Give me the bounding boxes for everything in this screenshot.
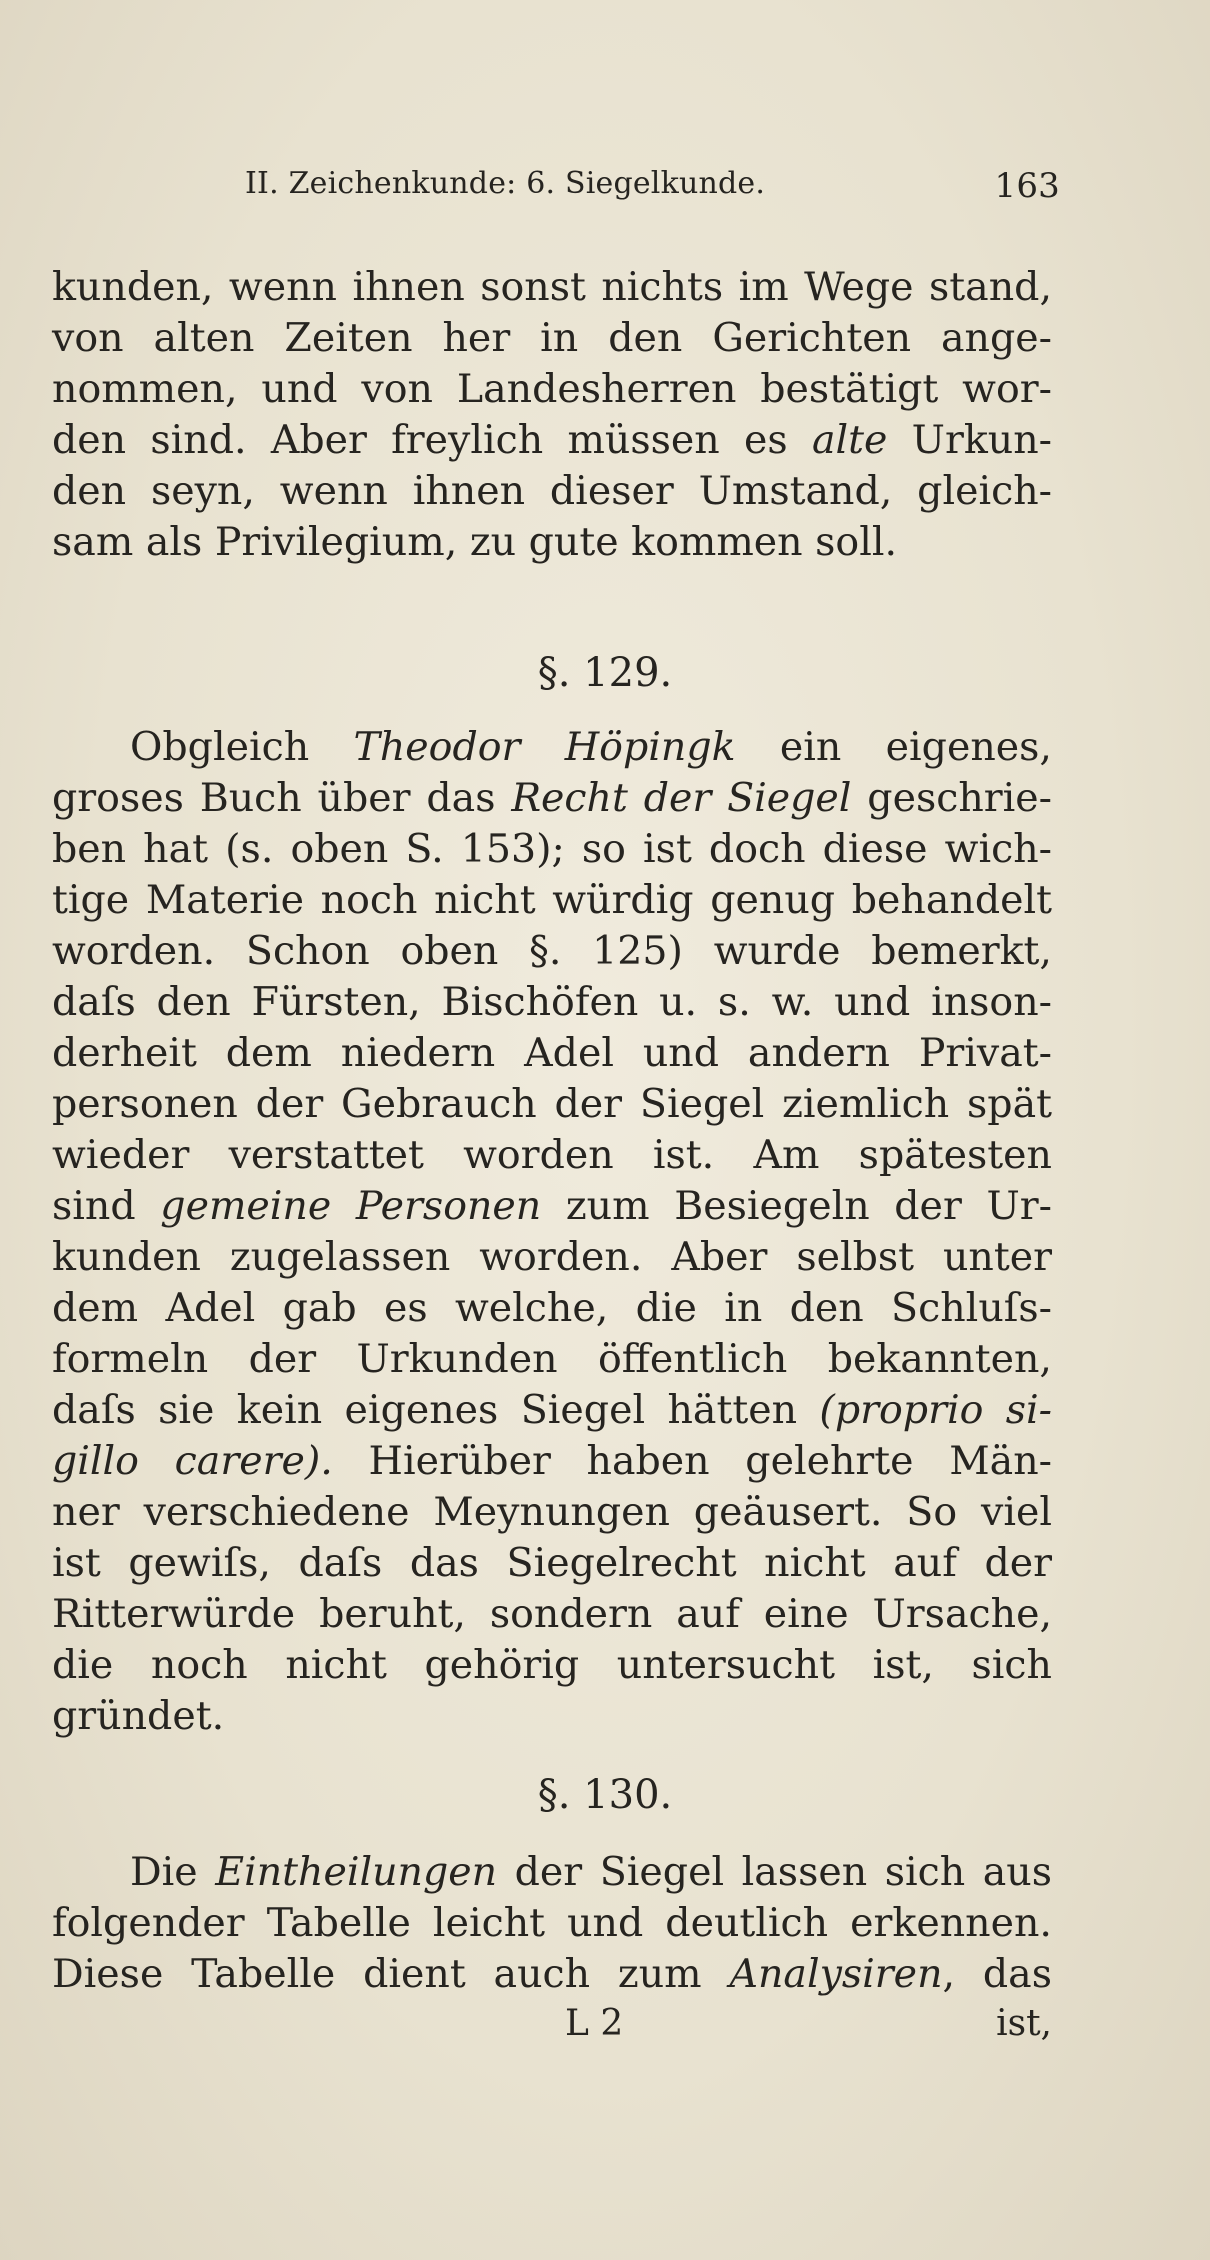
text-fragment: geschrie- (867, 775, 1053, 821)
text-line: dem Adel gab es welche, die in den Schluſs- (52, 1285, 1052, 1331)
text-fragment: groses Buch über das (52, 775, 496, 821)
running-header (205, 166, 1060, 216)
text-line: ist gewiſs, daſs das Siegelrecht nicht auf der (52, 1540, 1052, 1586)
text-fragment: ein eigenes, (779, 724, 1052, 770)
catchword: ist, (996, 2003, 1052, 2044)
text-line (52, 1436, 1052, 1487)
italic-latin: gillo carere). (52, 1438, 333, 1484)
italic-term: Analysiren (729, 1951, 943, 1997)
text-fragment: Diese Tabelle dient auch zum (52, 1951, 702, 1997)
text-line: gründet. (52, 1693, 225, 1739)
text-line (52, 1181, 1052, 1232)
text-line (52, 1385, 1052, 1436)
text-line (52, 1949, 1052, 2000)
text-line: kunden, wenn ihnen sonst nichts im Wege stand, (52, 264, 1052, 310)
text-line (52, 722, 1052, 773)
section-heading-130: §. 130. (537, 1772, 673, 1818)
text-line (52, 1847, 1052, 1898)
text-line: wieder verstattet worden ist. Am spätesten (52, 1132, 1052, 1178)
text-line: formeln der Urkunden öffentlich bekannten, (52, 1336, 1052, 1382)
text-line: die noch nicht gehörig untersucht ist, sich (52, 1642, 1052, 1688)
text-fragment: sind (52, 1183, 136, 1229)
text-line: ner verschiedene Meynungen geäusert. So viel (52, 1489, 1052, 1535)
page-number: 163 (994, 166, 1060, 206)
running-title: II. Zeichenkunde: 6. Siegelkunde. (245, 166, 766, 201)
text-fragment: Die (130, 1849, 198, 1895)
text-line: Ritterwürde beruht, sondern auf eine Ursache, (52, 1591, 1052, 1637)
text-fragment: Obgleich (130, 724, 310, 770)
text-fragment: Urkun- (911, 417, 1052, 463)
text-line: kunden zugelassen worden. Aber selbst unter (52, 1234, 1052, 1280)
text-line: folgender Tabelle leicht und deutlich erkennen. (52, 1900, 1052, 1946)
signature-mark: L 2 (565, 2003, 624, 2044)
text-line: derheit dem niedern Adel und andern Privat- (52, 1030, 1052, 1076)
italic-term: Eintheilungen (215, 1849, 498, 1895)
text-fragment: den sind. Aber freylich müssen es (52, 417, 788, 463)
italic-term: gemeine Personen (160, 1183, 542, 1229)
paragraph-130 (52, 1847, 1052, 2000)
text-fragment: der Siegel lassen sich aus (514, 1849, 1052, 1895)
text-line: tige Materie noch nicht würdig genug behandelt (52, 877, 1052, 923)
text-line: nommen, und von Landesherren bestätigt wor- (52, 366, 1052, 412)
section-heading-129: §. 129. (537, 650, 673, 696)
italic-latin: (proprio si- (819, 1387, 1053, 1433)
text-line: von alten Zeiten her in den Gerichten ange- (52, 315, 1052, 361)
italic-name: Theodor Höpingk (353, 724, 736, 770)
page-footer (52, 2003, 1052, 2053)
text-line: ben hat (s. oben S. 153); so ist doch diese wich- (52, 826, 1052, 872)
text-fragment: daſs sie kein eigenes Siegel hätten (52, 1387, 798, 1433)
text-line: den seyn, wenn ihnen dieser Umstand, gleich- (52, 468, 1052, 514)
text-line: daſs den Fürsten, Bischöfen u. s. w. und inson- (52, 979, 1052, 1025)
text-line: sam als Privilegium, zu gute kommen soll. (52, 519, 898, 565)
italic-title: Recht der Siegel (511, 775, 852, 821)
paragraph-129 (52, 722, 1052, 1742)
paragraph-continuation (52, 262, 1052, 568)
text-line (52, 773, 1052, 824)
italic-term: alte (811, 417, 888, 463)
text-line: personen der Gebrauch der Siegel ziemlich spät (52, 1081, 1052, 1127)
text-line (52, 415, 1052, 466)
text-line: worden. Schon oben §. 125) wurde bemerkt, (52, 928, 1052, 974)
text-fragment: zum Besiegeln der Ur- (565, 1183, 1052, 1229)
text-fragment: , das (942, 1951, 1052, 1997)
text-fragment: Hierüber haben gelehrte Män- (368, 1438, 1052, 1484)
